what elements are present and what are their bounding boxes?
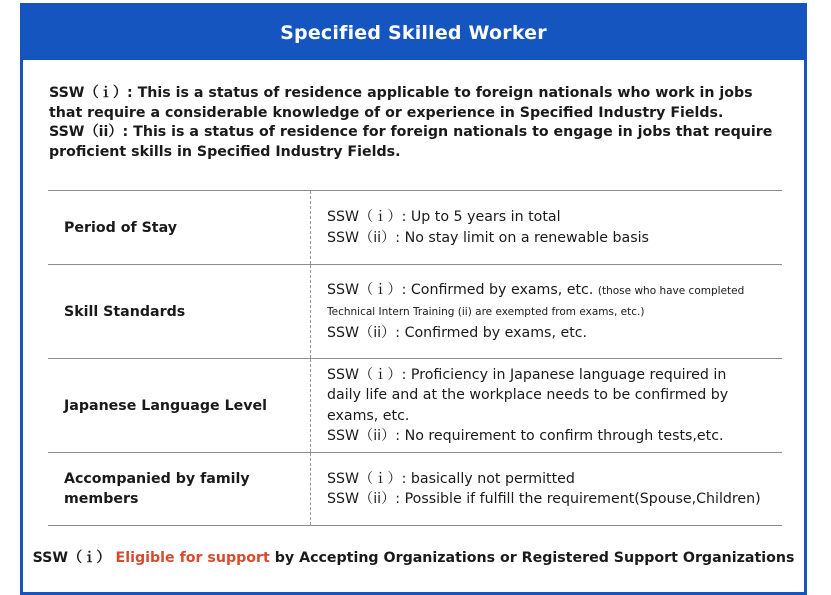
intro-ssw-ii: SSW（ii）: This is a status of residence for foreign nationals to engage in jobs that require proficient skills in Specified Industry Fields. (49, 124, 773, 160)
row-value (311, 359, 783, 453)
value-ssw-ii: SSW（ii）: No stay limit on a renewable basis (327, 229, 649, 246)
value-ssw-i: SSW（ｉ）: Confirmed by exams, etc. (327, 281, 594, 298)
support-note-prefix: SSW（ｉ） (32, 550, 111, 566)
support-note-suffix: by Accepting Organizations or Registered Support Organizations (269, 550, 795, 566)
table-row (48, 453, 782, 526)
intro-text (49, 84, 779, 162)
comparison-table (48, 190, 782, 526)
value-ssw-i: SSW（ｉ）: Proficiency in Japanese language required in daily life and at the workplace needs to be confirmed by exams, etc. (327, 366, 729, 424)
value-ssw-i-note: (those who have completed Technical Intern Training (ii) are exempted from exams, etc.) (327, 284, 745, 319)
ssw-panel (20, 3, 807, 595)
table-row (48, 191, 782, 265)
row-value (311, 191, 783, 265)
value-ssw-i: SSW（ｉ）: Up to 5 years in total (327, 209, 561, 225)
value-ssw-i: SSW（ｉ）: basically not permitted (327, 470, 575, 487)
panel-title: Specified Skilled Worker (23, 6, 804, 60)
value-ssw-ii: SSW（ii）: No requirement to confirm through tests,etc. (327, 428, 724, 444)
value-ssw-ii: SSW（ii）: Confirmed by exams, etc. (327, 324, 588, 341)
row-value (311, 265, 783, 359)
value-ssw-ii: SSW（ii）: Possible if fulfill the requirement(Spouse,Children) (327, 491, 761, 507)
row-label: Period of Stay (48, 191, 311, 265)
support-note (23, 547, 804, 567)
table-row (48, 359, 782, 453)
value-ssw-i-with-note (327, 280, 774, 323)
table-row (48, 265, 782, 359)
row-label: Accompanied by family members (48, 453, 311, 526)
support-note-highlight: Eligible for support (115, 550, 270, 566)
row-value (311, 453, 783, 526)
intro-ssw-i: SSW（ｉ）: This is a status of residence applicable to foreign nationals who work in jobs that require a considerable knowledge of or experience in Specified Industry Fields. (49, 85, 753, 121)
row-label: Japanese Language Level (48, 359, 311, 453)
row-label: Skill Standards (48, 265, 311, 359)
